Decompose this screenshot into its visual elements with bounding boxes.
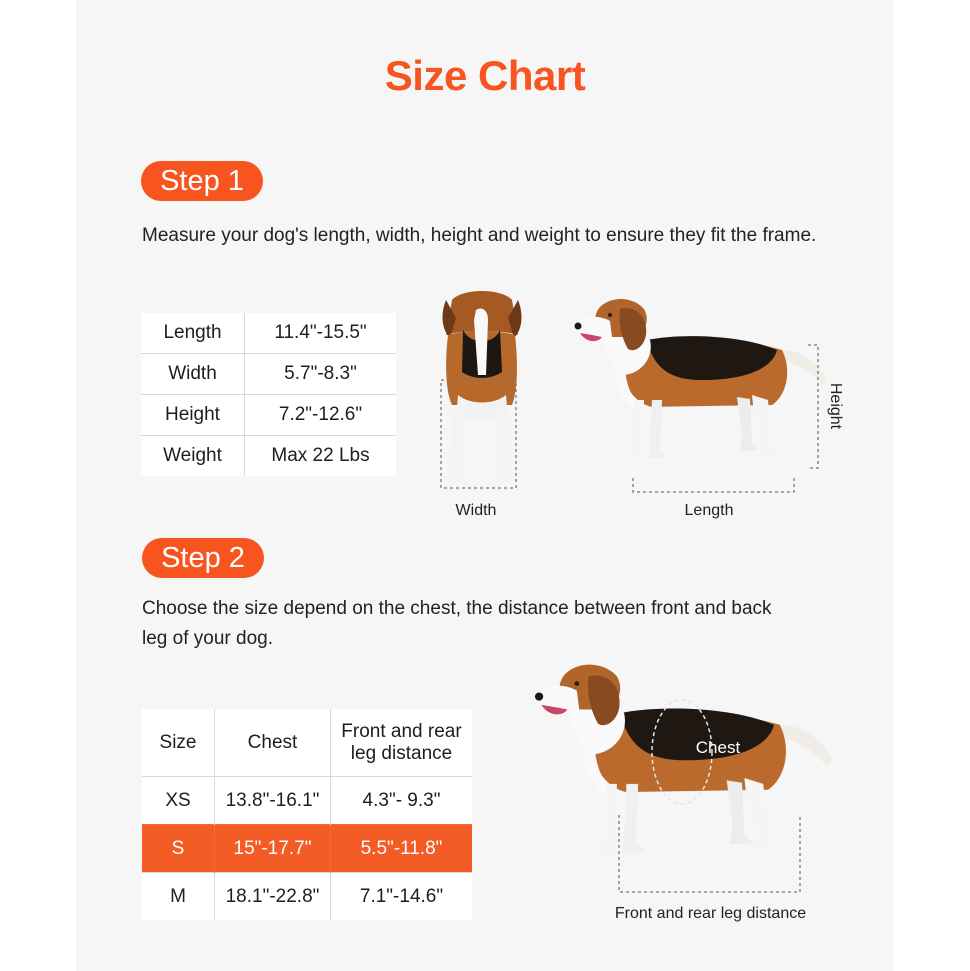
- measure-name: Length: [163, 322, 222, 343]
- size-cell: XS: [142, 777, 215, 825]
- size-cell: M: [142, 873, 215, 921]
- leg-distance-marker: [619, 815, 800, 892]
- length-marker: [633, 478, 794, 492]
- width-caption: Width: [455, 502, 497, 519]
- chest-cell: 15"-17.7": [215, 825, 331, 873]
- measure-value: Max 22 Lbs: [245, 436, 397, 477]
- measure-name: Height: [141, 395, 245, 436]
- step1-badge: Step 1: [141, 161, 263, 201]
- leg-cell: 5.5"-11.8": [331, 825, 473, 873]
- length-caption: Length: [684, 502, 734, 519]
- size-cell: S: [142, 825, 215, 873]
- measure-value: 7.2"-12.6": [245, 395, 397, 436]
- step2-badge: Step 2: [142, 538, 264, 578]
- header-leg-line1: Front and rear: [341, 720, 462, 742]
- step2-description-line1: Choose the size depend on the chest, the distance between front and back: [142, 598, 772, 619]
- measure-name: Weight: [141, 436, 245, 477]
- header-leg-line2: leg distance: [350, 742, 453, 764]
- height-caption: Height: [827, 382, 844, 430]
- step2-description-line2: leg of your dog.: [142, 628, 273, 649]
- dog-rear-view-image: [441, 291, 521, 488]
- header-size: Size: [159, 731, 197, 753]
- step1-description: Measure your dog's length, width, height and weight to ensure they fit the frame.: [142, 225, 817, 246]
- leg-cell: 7.1"-14.6": [331, 873, 473, 921]
- leg-distance-caption: Front and rear leg distance: [614, 905, 807, 922]
- dog-side-view-image: [575, 299, 828, 461]
- measure-name: Width: [141, 354, 245, 395]
- page-title: Size Chart: [384, 52, 586, 99]
- measure-value: 11.4"-15.5": [245, 313, 397, 354]
- chest-cell: 18.1"-22.8": [215, 873, 331, 921]
- header-chest: Chest: [215, 709, 331, 777]
- chest-caption: Chest: [695, 738, 741, 757]
- dog-chest-view-image: [535, 665, 833, 856]
- leg-cell: 4.3"- 9.3": [331, 777, 473, 825]
- measure-value: 5.7"-8.3": [245, 354, 397, 395]
- chest-cell: 13.8"-16.1": [215, 777, 331, 825]
